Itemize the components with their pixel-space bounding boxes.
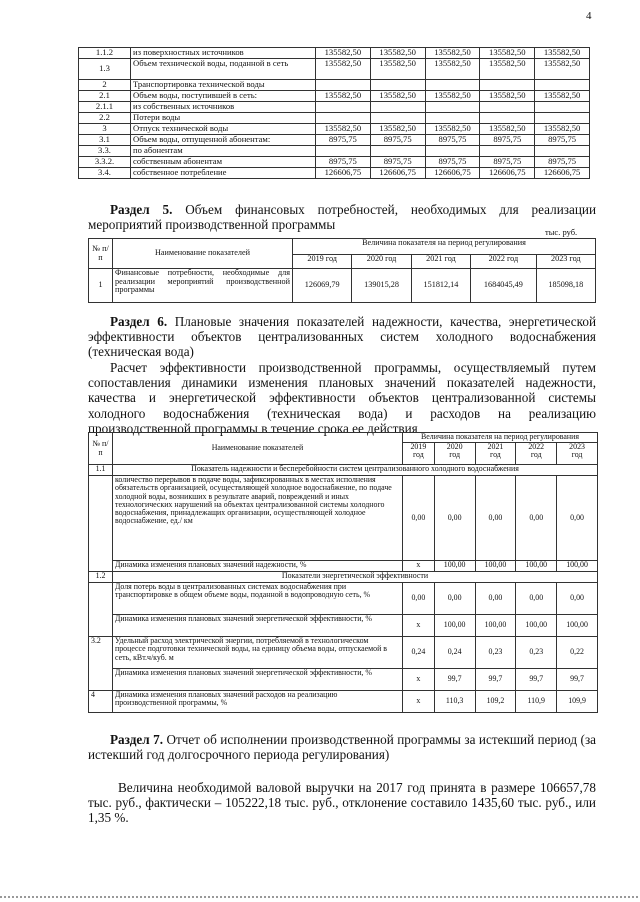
financial-needs-table bbox=[88, 238, 596, 303]
row-name: из поверхностных источников bbox=[131, 48, 316, 59]
value-cell: 135582,50 bbox=[480, 124, 535, 135]
value-cell: 135582,50 bbox=[370, 124, 425, 135]
page-bottom-border bbox=[0, 896, 640, 898]
year-header: 2020 год bbox=[352, 255, 411, 269]
row-name: Объем воды, поступившей в сеть: bbox=[131, 91, 316, 102]
value-cell bbox=[425, 146, 480, 157]
value-cell: 126606,75 bbox=[316, 168, 371, 179]
year-header: 2021 год bbox=[411, 255, 470, 269]
value-cell: 139015,28 bbox=[352, 269, 411, 303]
value-cell bbox=[316, 80, 371, 91]
row-name: количество перерывов в подаче воды, зафиксированных в местах исполнения обязательств организацией, осуществляющей холодное водоснабжение, по подаче холодной воды, возникших в результате аварий, повреждений и иных технологических нарушений на объектах централизованной системы холодного водоснабжения, принадлежащих организации, осуществляющей холодное водоснабжение, ед./ км bbox=[113, 476, 403, 561]
unit-label: тыс. руб. bbox=[545, 227, 578, 237]
value-cell bbox=[370, 113, 425, 124]
value-cell: х bbox=[403, 561, 435, 572]
value-cell: 135582,50 bbox=[316, 48, 371, 59]
row-name: собственное потребление bbox=[131, 168, 316, 179]
value-cell: 135582,50 bbox=[480, 48, 535, 59]
table-row bbox=[79, 146, 590, 157]
value-cell: 126606,75 bbox=[480, 168, 535, 179]
value-cell: 0,00 bbox=[516, 476, 557, 561]
year-header: 2021 год bbox=[475, 443, 516, 465]
row-name: Отпуск технической воды bbox=[131, 124, 316, 135]
value-cell: 135582,50 bbox=[535, 91, 590, 102]
value-cell: 100,00 bbox=[516, 561, 557, 572]
year-header: 2020 год bbox=[434, 443, 475, 465]
value-cell: 8975,75 bbox=[425, 135, 480, 146]
value-cell: 8975,75 bbox=[370, 157, 425, 168]
group-num: 1.2 bbox=[89, 572, 113, 583]
year-header: 2019 год bbox=[293, 255, 352, 269]
value-cell: 0,24 bbox=[434, 637, 475, 669]
value-cell: 100,00 bbox=[557, 561, 598, 572]
year-header: 2022 год bbox=[516, 443, 557, 465]
value-cell: 100,00 bbox=[475, 561, 516, 572]
row-name: Финансовые потребности, необходимые для реализации мероприятий производственной программы bbox=[113, 269, 293, 303]
row-num: 3.2 bbox=[89, 637, 113, 691]
value-cell: 100,00 bbox=[516, 615, 557, 637]
table-row bbox=[79, 80, 590, 91]
value-cell: 1684045,49 bbox=[471, 269, 536, 303]
value-cell bbox=[316, 146, 371, 157]
value-cell: х bbox=[403, 691, 435, 713]
table-row bbox=[79, 113, 590, 124]
row-num: 2.1.1 bbox=[79, 102, 131, 113]
table-row bbox=[79, 59, 590, 80]
col-name: Наименование показателей bbox=[113, 239, 293, 269]
row-num: 1.1.2 bbox=[79, 48, 131, 59]
value-cell: 99,7 bbox=[475, 669, 516, 691]
section6-heading: Раздел 6. Плановые значения показателей надежности, качества, энергетической эффективности объектов централизованных систем холодного водоснабжения (техническая вода) bbox=[88, 314, 596, 360]
value-cell: 126606,75 bbox=[425, 168, 480, 179]
value-cell bbox=[535, 80, 590, 91]
value-cell: 99,7 bbox=[434, 669, 475, 691]
value-cell: 0,00 bbox=[434, 583, 475, 615]
value-cell: 135582,50 bbox=[316, 59, 371, 80]
col-num: № п/п bbox=[89, 239, 113, 269]
year-header: 2023 год bbox=[536, 255, 595, 269]
value-cell: 135582,50 bbox=[370, 59, 425, 80]
group-title: Показатель надежности и бесперебойности систем централизованного холодного водоснабжения bbox=[113, 465, 598, 476]
year-header: 2023 год bbox=[557, 443, 598, 465]
value-cell bbox=[535, 102, 590, 113]
value-cell bbox=[425, 80, 480, 91]
row-num: 2 bbox=[79, 80, 131, 91]
table-row bbox=[79, 135, 590, 146]
value-cell: 135582,50 bbox=[535, 48, 590, 59]
value-cell: 135582,50 bbox=[535, 59, 590, 80]
value-cell: 135582,50 bbox=[425, 59, 480, 80]
value-cell: 151812,14 bbox=[411, 269, 470, 303]
value-cell: 135582,50 bbox=[370, 48, 425, 59]
value-cell: 8975,75 bbox=[480, 135, 535, 146]
value-cell: 109,9 bbox=[557, 691, 598, 713]
table-row bbox=[79, 168, 590, 179]
section5-heading: Раздел 5. Объем финансовых потребностей, необходимых для реализации мероприятий производственной программы bbox=[88, 202, 597, 233]
value-cell: 135582,50 bbox=[425, 91, 480, 102]
row-num: 3.3.2. bbox=[79, 157, 131, 168]
row-num: 2.2 bbox=[79, 113, 131, 124]
indicators-table bbox=[88, 432, 598, 713]
table-row bbox=[79, 48, 590, 59]
col-name: Наименование показателей bbox=[113, 433, 403, 465]
section7-heading: Раздел 7. Отчет об исполнении производственной программы за истекший период (за истекший год долгосрочного периода регулирования) bbox=[88, 732, 597, 763]
value-cell: 0,23 bbox=[516, 637, 557, 669]
value-cell: 99,7 bbox=[557, 669, 598, 691]
value-cell bbox=[480, 113, 535, 124]
row-num: 2.1 bbox=[79, 91, 131, 102]
value-cell: 8975,75 bbox=[480, 157, 535, 168]
value-cell: 110,9 bbox=[516, 691, 557, 713]
value-cell bbox=[370, 102, 425, 113]
value-cell: 8975,75 bbox=[535, 157, 590, 168]
row-num: 3.1 bbox=[79, 135, 131, 146]
table-row bbox=[79, 91, 590, 102]
section7-paragraph: Величина необходимой валовой выручки на 2017 год принята в размере 106657,78 тыс. руб., фактически – 105222,18 тыс. руб., отклонение составило 1435,60 тыс. руб., или 1,35 %. bbox=[88, 780, 596, 826]
value-cell: 0,00 bbox=[434, 476, 475, 561]
row-name: Динамика изменения плановых значений энергетической эффективности, % bbox=[113, 669, 403, 691]
value-cell: 126606,75 bbox=[370, 168, 425, 179]
value-cell: 0,00 bbox=[557, 583, 598, 615]
value-cell bbox=[535, 113, 590, 124]
value-cell: 135582,50 bbox=[425, 124, 480, 135]
value-cell bbox=[370, 80, 425, 91]
row-name: по абонентам bbox=[131, 146, 316, 157]
col-group: Величина показателя на период регулирования bbox=[293, 239, 596, 255]
value-cell: 126069,79 bbox=[293, 269, 352, 303]
water-balance-table bbox=[78, 47, 590, 179]
value-cell: 109,2 bbox=[475, 691, 516, 713]
row-name: Динамика изменения плановых значений надежности, % bbox=[113, 561, 403, 572]
group-num: 1.1 bbox=[89, 465, 113, 476]
page-number: 4 bbox=[586, 10, 592, 22]
row-name: собственным абонентам bbox=[131, 157, 316, 168]
row-name: из собственных источников bbox=[131, 102, 316, 113]
value-cell: 100,00 bbox=[434, 615, 475, 637]
table-row bbox=[79, 124, 590, 135]
value-cell: 0,00 bbox=[516, 583, 557, 615]
value-cell: 100,00 bbox=[475, 615, 516, 637]
row-name: Доля потерь воды в централизованных системах водоснабжения при транспортировке в общем объеме воды, поданной в водопроводную сеть, % bbox=[113, 583, 403, 615]
value-cell: 0,00 bbox=[403, 476, 435, 561]
value-cell: 0,23 bbox=[475, 637, 516, 669]
value-cell: 135582,50 bbox=[316, 91, 371, 102]
value-cell: х bbox=[403, 615, 435, 637]
row-num: 1.3 bbox=[79, 59, 131, 80]
value-cell: 185098,18 bbox=[536, 269, 595, 303]
value-cell: 0,22 bbox=[557, 637, 598, 669]
value-cell bbox=[480, 102, 535, 113]
row-num: 3.3. bbox=[79, 146, 131, 157]
row-num: 3 bbox=[79, 124, 131, 135]
value-cell: 8975,75 bbox=[370, 135, 425, 146]
value-cell: 8975,75 bbox=[425, 157, 480, 168]
value-cell: 0,00 bbox=[403, 583, 435, 615]
table-row bbox=[79, 157, 590, 168]
group-title: Показатели энергетической эффективности bbox=[113, 572, 598, 583]
row-name: Динамика изменения плановых значений энергетической эффективности, % bbox=[113, 615, 403, 637]
value-cell: 0,24 bbox=[403, 637, 435, 669]
row-num: 1 bbox=[89, 269, 113, 303]
value-cell: 8975,75 bbox=[316, 135, 371, 146]
value-cell bbox=[480, 146, 535, 157]
value-cell bbox=[425, 113, 480, 124]
value-cell: 135582,50 bbox=[480, 59, 535, 80]
value-cell: 0,00 bbox=[475, 583, 516, 615]
value-cell: 8975,75 bbox=[316, 157, 371, 168]
value-cell bbox=[425, 102, 480, 113]
row-name: Объем воды, отпущенной абонентам: bbox=[131, 135, 316, 146]
value-cell: 0,00 bbox=[475, 476, 516, 561]
value-cell: 0,00 bbox=[557, 476, 598, 561]
value-cell: 126606,75 bbox=[535, 168, 590, 179]
value-cell: 135582,50 bbox=[535, 124, 590, 135]
value-cell bbox=[370, 146, 425, 157]
row-name: Потери воды bbox=[131, 113, 316, 124]
value-cell: 8975,75 bbox=[535, 135, 590, 146]
value-cell: х bbox=[403, 669, 435, 691]
col-num: № п/п bbox=[89, 433, 113, 465]
section6-paragraph: Расчет эффективности производственной программы, осуществляемый путем сопоставления динамики изменения плановых значений показателей надежности, качества и энергетической эффективности объектов централизованной системы холодного водоснабжения (техническая вода) и расходов на реализацию производственной программы в течение срока ее действия bbox=[88, 360, 596, 436]
value-cell: 135582,50 bbox=[316, 124, 371, 135]
value-cell: 135582,50 bbox=[480, 91, 535, 102]
value-cell: 135582,50 bbox=[370, 91, 425, 102]
value-cell bbox=[316, 113, 371, 124]
row-name: Динамика изменения плановых значений расходов на реализацию производственной программы, % bbox=[113, 691, 403, 713]
row-num: 4 bbox=[89, 691, 113, 713]
row-num: 3.4. bbox=[79, 168, 131, 179]
value-cell: 100,00 bbox=[557, 615, 598, 637]
year-header: 2022 год bbox=[471, 255, 536, 269]
row-name: Удельный расход электрической энергии, потребляемой в технологическом процессе подготовки технической воды, на единицу объема воды, отпускаемой в сеть, кВт.ч/куб. м bbox=[113, 637, 403, 669]
value-cell: 110,3 bbox=[434, 691, 475, 713]
row-name: Объем технической воды, поданной в сеть bbox=[131, 59, 316, 80]
value-cell bbox=[480, 80, 535, 91]
value-cell: 99,7 bbox=[516, 669, 557, 691]
table-row bbox=[79, 102, 590, 113]
year-header: 2019 год bbox=[403, 443, 435, 465]
value-cell bbox=[535, 146, 590, 157]
col-group: Величина показателя на период регулирования bbox=[403, 433, 598, 443]
value-cell bbox=[316, 102, 371, 113]
value-cell: 135582,50 bbox=[425, 48, 480, 59]
row-name: Транспортировка технической воды bbox=[131, 80, 316, 91]
value-cell: 100,00 bbox=[434, 561, 475, 572]
